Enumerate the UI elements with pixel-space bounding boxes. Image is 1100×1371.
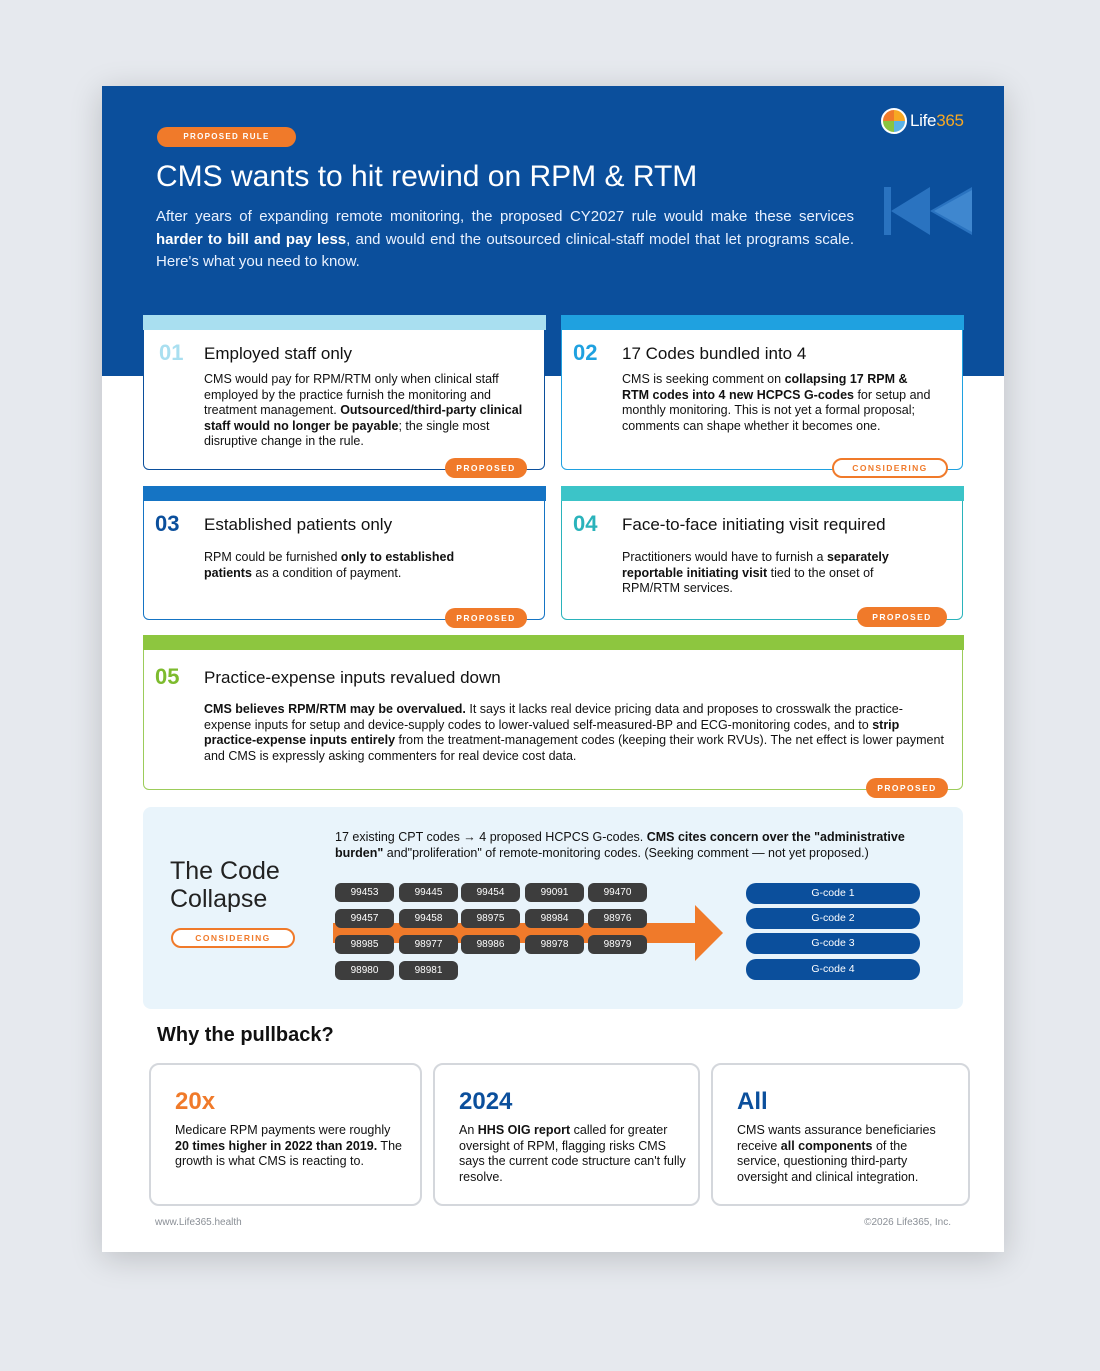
code-collapse-description: 17 existing CPT codes → 4 proposed HCPCS G-codes. CMS cites concern over the "administrative burden" and"proliferation" of remote-monitoring codes. (Seeking comment — not yet proposed.) bbox=[335, 830, 905, 860]
stat-value: 20x bbox=[175, 1088, 216, 1115]
card-title: Practice-expense inputs revalued down bbox=[204, 668, 501, 687]
card-accent-bar bbox=[143, 486, 546, 501]
code-collapse-title: The Code Collapse bbox=[170, 857, 280, 913]
card-number: 03 bbox=[155, 511, 180, 536]
status-badge-proposed: PROPOSED bbox=[866, 778, 948, 798]
why-pullback-heading: Why the pullback? bbox=[157, 1024, 334, 1046]
card-face-to-face bbox=[561, 500, 963, 620]
card-established-patients bbox=[143, 500, 545, 623]
intro-text: After years of expanding remote monitoring, the proposed CY2027 rule would make these services harder to bill and pay less, and would end the outsourced clinical-staff model that let programs scale. Here's what you need to know. bbox=[156, 208, 854, 270]
cpt-code-chip: 98977 bbox=[399, 935, 458, 954]
cpt-code-chip: 98985 bbox=[335, 935, 394, 954]
stat-text: An HHS OIG report called for greater oversight of RPM, flagging risks CMS says the current code structure can't fully resolve. bbox=[459, 1123, 686, 1184]
page-title: CMS wants to hit rewind on RPM & RTM bbox=[156, 160, 698, 193]
status-badge-considering: CONSIDERING bbox=[832, 458, 948, 478]
document-page bbox=[102, 86, 1004, 1252]
cpt-code-chip: 98981 bbox=[399, 961, 458, 980]
card-accent-bar bbox=[143, 315, 546, 330]
card-accent-bar bbox=[143, 635, 964, 650]
stat-card-20x bbox=[149, 1063, 422, 1206]
proposed-rule-tag: PROPOSED RULE bbox=[157, 127, 296, 147]
life365-logo: Life365 bbox=[881, 108, 964, 134]
cpt-code-chip: 99091 bbox=[525, 883, 584, 902]
cpt-code-chip: 99454 bbox=[461, 883, 520, 902]
code-collapse-panel bbox=[143, 807, 963, 1009]
g-code-pill: G-code 4 bbox=[746, 959, 920, 980]
card-title: 17 Codes bundled into 4 bbox=[622, 344, 807, 363]
card-body: CMS would pay for RPM/RTM only when clinical staff employed by the practice furnish the monitoring and treatment management. Outsourced/third-party clinical staff would no longer be payable; the single most disruptive change in the rule. bbox=[204, 372, 523, 448]
stat-card-all bbox=[711, 1063, 970, 1206]
stat-text: Medicare RPM payments were roughly 20 times higher in 2022 than 2019. The growth is what CMS is reacting to. bbox=[175, 1123, 402, 1168]
card-title: Employed staff only bbox=[204, 344, 353, 363]
footer-url[interactable]: www.Life365.health bbox=[155, 1217, 242, 1228]
cpt-code-chip: 98986 bbox=[461, 935, 520, 954]
g-code-pill: G-code 1 bbox=[746, 883, 920, 904]
card-accent-bar bbox=[561, 315, 964, 330]
cpt-code-chip: 98980 bbox=[335, 961, 394, 980]
card-practice-expense bbox=[143, 649, 963, 793]
stat-value: All bbox=[737, 1088, 768, 1115]
g-code-pill: G-code 3 bbox=[746, 933, 920, 954]
card-number: 04 bbox=[573, 511, 598, 536]
g-code-pill: G-code 2 bbox=[746, 908, 920, 929]
card-number: 05 bbox=[155, 664, 180, 689]
card-title: Face-to-face initiating visit required bbox=[622, 515, 886, 534]
card-body: CMS is seeking comment on collapsing 17 RPM & RTM codes into 4 new HCPCS G-codes for setup and monthly monitoring. This is not yet a formal proposal; comments can shape whether it becomes one. bbox=[622, 372, 931, 433]
card-accent-bar bbox=[561, 486, 964, 501]
cpt-code-chip: 98978 bbox=[525, 935, 584, 954]
logo-mark-icon bbox=[881, 108, 907, 134]
status-badge-proposed: PROPOSED bbox=[445, 458, 527, 478]
cpt-code-chip: 98975 bbox=[461, 909, 520, 928]
rewind-icon bbox=[882, 184, 978, 238]
cpt-code-chip: 99458 bbox=[399, 909, 458, 928]
card-body: RPM could be furnished only to established patients as a condition of payment. bbox=[204, 550, 455, 580]
card-number: 01 bbox=[159, 340, 184, 365]
cpt-code-chip: 99457 bbox=[335, 909, 394, 928]
status-badge-proposed: PROPOSED bbox=[857, 607, 947, 627]
card-number: 02 bbox=[573, 340, 598, 365]
cpt-code-chip: 99445 bbox=[399, 883, 458, 902]
cpt-code-chip: 98976 bbox=[588, 909, 647, 928]
card-employed-staff bbox=[143, 329, 545, 473]
cpt-code-chip: 99453 bbox=[335, 883, 394, 902]
cpt-code-chip: 98979 bbox=[588, 935, 647, 954]
card-codes-bundled bbox=[561, 329, 963, 473]
cpt-code-chip: 99470 bbox=[588, 883, 647, 902]
status-badge-proposed: PROPOSED bbox=[445, 608, 527, 628]
status-badge-considering: CONSIDERING bbox=[171, 928, 295, 948]
footer-copyright: ©2026 Life365, Inc. bbox=[864, 1217, 951, 1228]
card-body: CMS believes RPM/RTM may be overvalued. It says it lacks real device pricing data and proposes to crosswalk the practice-expense inputs for setup and device-supply codes to lower-valued self-measured-BP and ECG-monitoring codes, and to strip practice-expense inputs entirely from the treatment-management codes (keeping their work RVUs). The net effect is lower payment and CMS is expressly asking commenters for real device cost data. bbox=[204, 702, 944, 763]
card-body: Practitioners would have to furnish a separately reportable initiating visit tied to the onset of RPM/RTM services. bbox=[622, 550, 889, 595]
cpt-code-chip: 98984 bbox=[525, 909, 584, 928]
stat-value: 2024 bbox=[459, 1088, 513, 1115]
stat-text: CMS wants assurance beneficiaries receive all components of the service, questioning third-party oversight and clinical integration. bbox=[737, 1123, 936, 1184]
card-title: Established patients only bbox=[204, 515, 393, 534]
stat-card-2024 bbox=[433, 1063, 700, 1206]
